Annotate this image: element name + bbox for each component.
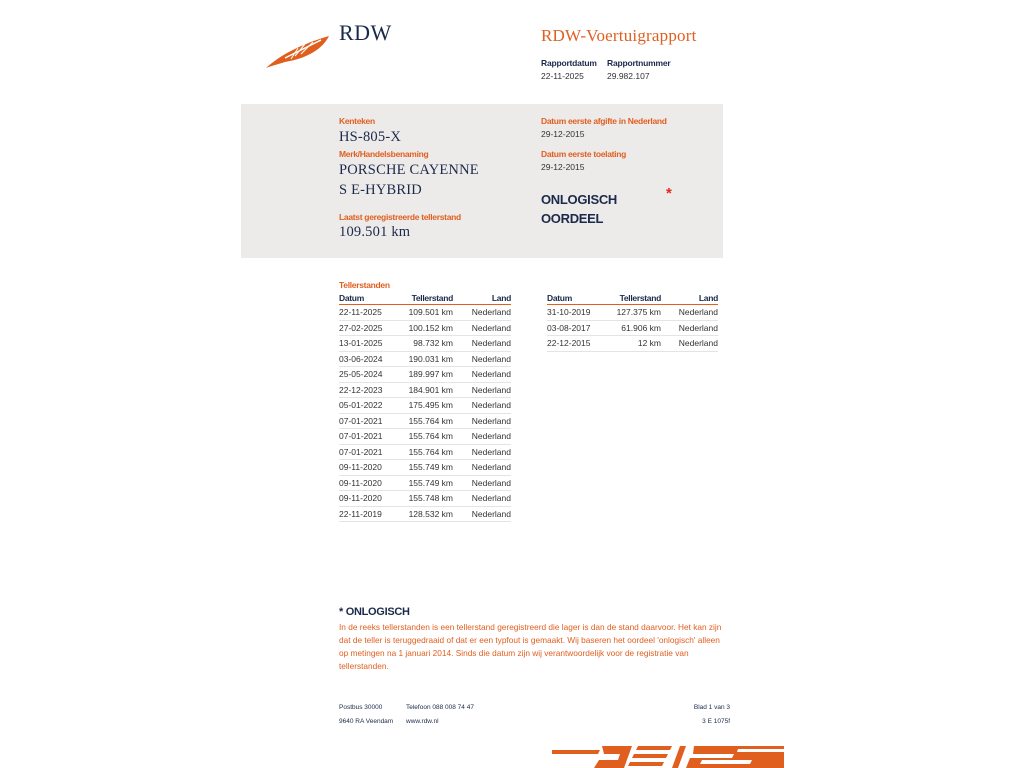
note-title: * ONLOGISCH (339, 606, 410, 618)
table-row (339, 305, 511, 321)
column-header-odometer: Tellerstand (397, 292, 453, 305)
report-date-label: Rapportdatum (541, 58, 597, 68)
cell-date: 09-11-2020 (339, 475, 397, 491)
odometer-table-title: Tellerstanden (339, 280, 390, 290)
table-row (339, 491, 511, 507)
brand-name: RDW (339, 20, 392, 45)
plate-value: HS-805-X (339, 129, 402, 145)
cell-odometer: 189.997 km (397, 367, 453, 383)
table-header-row (547, 292, 718, 305)
cell-country: Nederland (453, 460, 511, 476)
cell-odometer: 128.532 km (397, 506, 453, 522)
plate-label: Kenteken (339, 116, 375, 126)
odometer-table-right (547, 292, 718, 352)
cell-country: Nederland (661, 320, 718, 336)
cell-date: 03-08-2017 (547, 320, 605, 336)
cell-odometer: 155.764 km (397, 413, 453, 429)
table-row (339, 351, 511, 367)
footer-address-line1: Postbus 30000 (339, 704, 383, 711)
footer-page-number: Blad 1 van 3 (693, 704, 730, 711)
cell-date: 03-06-2024 (339, 351, 397, 367)
table-row (547, 305, 718, 321)
cell-odometer: 155.764 km (397, 429, 453, 445)
report-title: RDW-Voertuigrapport (541, 26, 697, 45)
cell-country: Nederland (453, 336, 511, 352)
table-row (339, 398, 511, 414)
cell-date: 07-01-2021 (339, 444, 397, 460)
judgement-line1: ONLOGISCH (541, 192, 618, 207)
cell-country: Nederland (453, 475, 511, 491)
cell-date: 22-12-2015 (547, 336, 605, 352)
make-value-line2: S E-HYBRID (339, 182, 422, 198)
cell-date: 07-01-2021 (339, 413, 397, 429)
cell-country: Nederland (453, 305, 511, 321)
cell-date: 25-05-2024 (339, 367, 397, 383)
cell-odometer: 155.748 km (397, 491, 453, 507)
judgement-text (541, 190, 617, 228)
cell-country: Nederland (453, 320, 511, 336)
cell-country: Nederland (661, 336, 718, 352)
cell-odometer: 155.749 km (397, 475, 453, 491)
odometer-label: Laatst geregistreerde tellerstand (339, 212, 461, 222)
cell-odometer: 100.152 km (397, 320, 453, 336)
vehicle-summary-panel (241, 104, 723, 258)
cell-country: Nederland (453, 444, 511, 460)
orange-stripes-decoration-icon (552, 744, 784, 768)
cell-date: 09-11-2020 (339, 460, 397, 476)
cell-country: Nederland (453, 382, 511, 398)
cell-date: 22-12-2023 (339, 382, 397, 398)
cell-odometer: 98.732 km (397, 336, 453, 352)
cell-date: 13-01-2025 (339, 336, 397, 352)
make-label: Merk/Handelsbenaming (339, 149, 429, 159)
first-admission-label: Datum eerste toelating (541, 149, 627, 159)
table-row (339, 475, 511, 491)
cell-odometer: 155.764 km (397, 444, 453, 460)
report-number-value: 29.982.107 (607, 71, 650, 81)
footer-address-line2: 9640 RA Veendam (339, 718, 394, 725)
column-header-odometer: Tellerstand (605, 292, 661, 305)
cell-country: Nederland (453, 367, 511, 383)
column-header-date: Datum (547, 292, 605, 305)
column-header-country: Land (661, 292, 718, 305)
cell-odometer: 175.495 km (397, 398, 453, 414)
footer-website[interactable]: www.rdw.nl (406, 718, 439, 725)
footer-phone: Telefoon 088 008 74 47 (406, 704, 474, 711)
cell-country: Nederland (453, 351, 511, 367)
cell-country: Nederland (453, 506, 511, 522)
table-row (339, 429, 511, 445)
judgement-asterisk: * (666, 185, 672, 202)
cell-date: 22-11-2019 (339, 506, 397, 522)
table-row (339, 413, 511, 429)
table-row (339, 367, 511, 383)
table-row (339, 320, 511, 336)
panel-corner-decoration (241, 246, 301, 258)
note-body: In de reeks tellerstanden is een tellerstand geregistreerd die lager is dan de stand daarvoor. Het kan zijn dat de teller is teruggedraaid of dat er een typfout is gemaakt. Wij baseren het oordeel 'onlogisch' alleen op metingen na 1 januari 2014. Sinds die datum zijn wij verantwoordelijk voor de registratie van tellerstanden. (339, 622, 722, 671)
odometer-table-left (339, 292, 511, 522)
report-number-label: Rapportnummer (607, 58, 671, 68)
cell-odometer: 155.749 km (397, 460, 453, 476)
cell-date: 27-02-2025 (339, 320, 397, 336)
report-date-value: 22-11-2025 (541, 71, 584, 81)
table-row (339, 460, 511, 476)
first-nl-value: 29-12-2015 (541, 129, 585, 139)
first-nl-label: Datum eerste afgifte in Nederland (541, 116, 667, 126)
table-row (547, 336, 718, 352)
judgement-line2: OORDEEL (541, 211, 604, 226)
cell-country: Nederland (453, 413, 511, 429)
cell-odometer: 109.501 km (397, 305, 453, 321)
table-row (547, 320, 718, 336)
cell-country: Nederland (453, 398, 511, 414)
cell-odometer: 184.901 km (397, 382, 453, 398)
table-row (339, 506, 511, 522)
cell-date: 22-11-2025 (339, 305, 397, 321)
make-value-line1: PORSCHE CAYENNE (339, 162, 479, 178)
column-header-country: Land (453, 292, 511, 305)
cell-country: Nederland (661, 305, 718, 321)
footer-code: 3 E 1075f (702, 718, 730, 725)
cell-odometer: 127.375 km (605, 305, 661, 321)
cell-odometer: 61.906 km (605, 320, 661, 336)
cell-odometer: 190.031 km (397, 351, 453, 367)
column-header-date: Datum (339, 292, 397, 305)
cell-country: Nederland (453, 429, 511, 445)
cell-date: 31-10-2019 (547, 305, 605, 321)
first-admission-value: 29-12-2015 (541, 162, 585, 172)
table-row (339, 444, 511, 460)
table-row (339, 382, 511, 398)
cell-date: 07-01-2021 (339, 429, 397, 445)
cell-odometer: 12 km (605, 336, 661, 352)
cell-country: Nederland (453, 491, 511, 507)
table-row (339, 336, 511, 352)
cell-date: 09-11-2020 (339, 491, 397, 507)
rdw-logo-icon (265, 34, 331, 70)
odometer-value: 109.501 km (339, 224, 411, 240)
table-header-row (339, 292, 511, 305)
cell-date: 05-01-2022 (339, 398, 397, 414)
